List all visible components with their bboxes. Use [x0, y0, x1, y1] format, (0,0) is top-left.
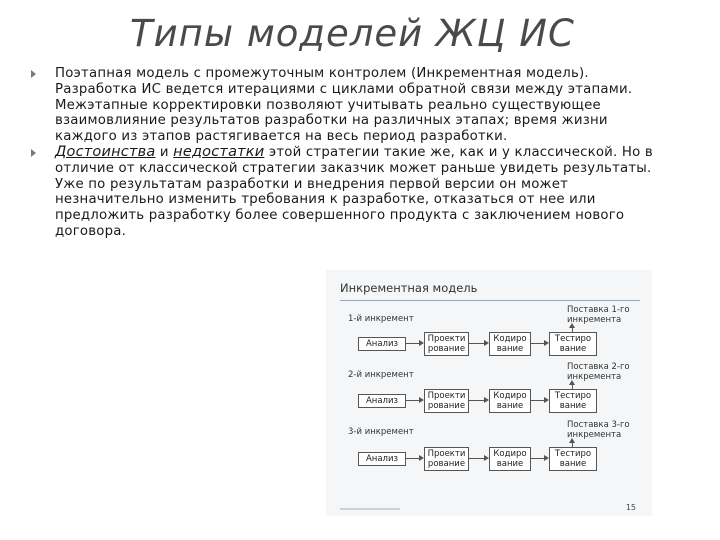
- stage-testing-box: Тестиро вание: [549, 389, 597, 413]
- figure-panel: [326, 270, 652, 516]
- stage-coding-box: Кодиро вание: [489, 332, 531, 356]
- bullet-item-2: [30, 145, 670, 240]
- arrow-up-icon: [569, 323, 575, 328]
- stage-analysis-box: Анализ: [358, 337, 406, 351]
- increment-label: 2-й инкремент: [348, 370, 414, 380]
- stage-design-box: Проекти рование: [424, 447, 469, 471]
- triangle-bullet-icon: [31, 70, 36, 78]
- delivery-label: Поставка 3-го инкремента: [567, 420, 630, 440]
- advantages-term: Достоинства: [55, 143, 156, 160]
- bullet-text-and: и: [155, 144, 174, 160]
- figure-divider: [340, 300, 640, 301]
- increment-label: 3-й инкремент: [348, 427, 414, 437]
- figure-title: Инкрементная модель: [340, 281, 478, 295]
- arrow-up-icon: [569, 438, 575, 443]
- figure-page-number: 15: [625, 503, 636, 512]
- stage-design-box: Проекти рование: [424, 389, 469, 413]
- bullet-text: Поэтапная модель с промежуточным контролем (Инкрементная модель). Разработка ИС ведется итерациями с циклами обратной связи между этапами. Межэтапные корректировки позволяют учитывать реально существующее взаимовлияние результатов разработки на различных этапах; время жизни каждого из этапов растягивается на весь период разработки.: [55, 66, 633, 145]
- slide-title: Типы моделей ЖЦ ИС: [130, 12, 575, 55]
- bullet-text: этой стратегии такие же, как и у классической. Но в отличие от классической стратегии заказчик может раньше увидеть результаты. Уже по результатам разработки и внедрения первой версии он может незначительно изменить требования к разработке, отказаться от нее или предложить разработку более совершенного продукта с заключением нового договора.: [55, 144, 653, 239]
- figure-footer-mark: [340, 508, 400, 510]
- bullet-item-1: [30, 66, 670, 145]
- stage-testing-box: Тестиро вание: [549, 332, 597, 356]
- disadvantages-term: недостатки: [173, 143, 265, 160]
- stage-coding-box: Кодиро вание: [489, 389, 531, 413]
- increment-label: 1-й инкремент: [348, 314, 414, 324]
- delivery-label: Поставка 1-го инкремента: [567, 305, 630, 325]
- bullet-list: [30, 66, 670, 240]
- stage-analysis-box: Анализ: [358, 394, 406, 408]
- incremental-model-figure: [326, 270, 652, 516]
- stage-coding-box: Кодиро вание: [489, 447, 531, 471]
- delivery-label: Поставка 2-го инкремента: [567, 362, 630, 382]
- arrow-up-icon: [569, 380, 575, 385]
- stage-testing-box: Тестиро вание: [549, 447, 597, 471]
- stage-design-box: Проекти рование: [424, 332, 469, 356]
- stage-analysis-box: Анализ: [358, 452, 406, 466]
- triangle-bullet-icon: [31, 149, 36, 157]
